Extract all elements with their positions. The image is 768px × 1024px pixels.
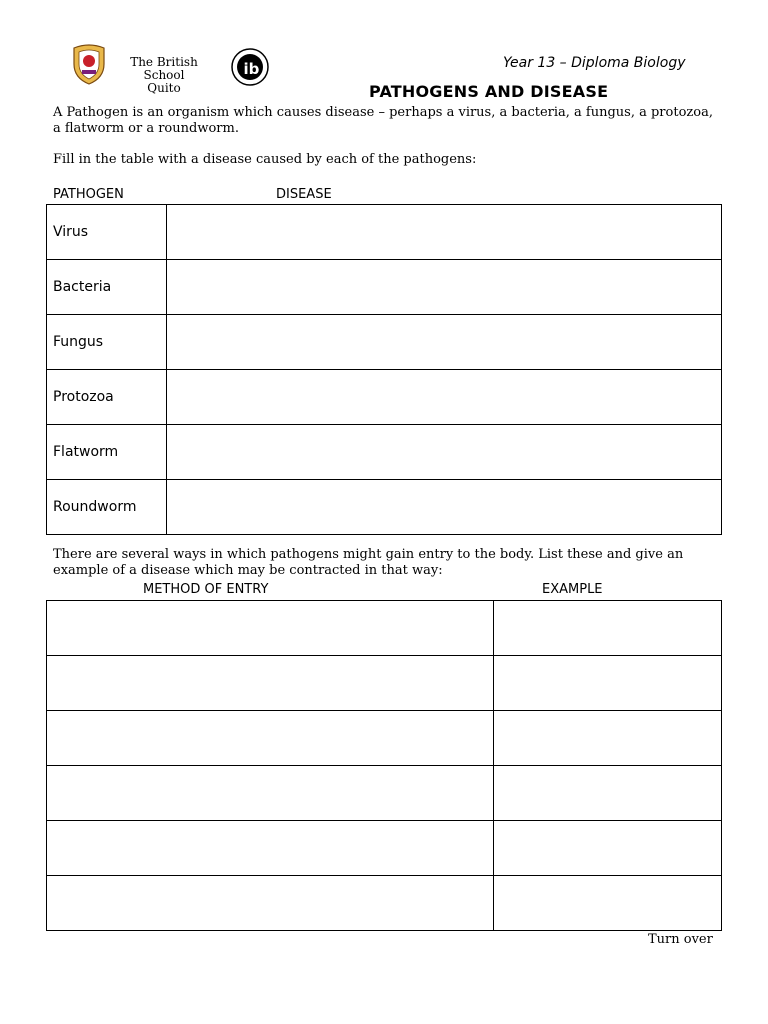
page-title: PATHOGENS AND DISEASE: [369, 82, 609, 101]
table-row: [47, 425, 722, 480]
turn-over-note: Turn over: [648, 932, 713, 947]
table-row: [47, 876, 722, 931]
example-answer-cell[interactable]: [494, 876, 722, 931]
intro-paragraph: A Pathogen is an organism which causes disease – perhaps a virus, a bacteria, a fungus, a protozoa, a flatworm or a roundworm.: [53, 105, 713, 136]
school-crest-logo: [70, 44, 108, 86]
svg-text:ib: ib: [243, 60, 260, 78]
table-row: [47, 711, 722, 766]
school-name-line1: The British School: [130, 55, 198, 82]
entry-paragraph: There are several ways in which pathogens might gain entry to the body. List these and give an example of a disease which may be contracted in that way:: [53, 547, 684, 578]
table-row: [47, 766, 722, 821]
pathogen-cell: Virus: [47, 205, 167, 260]
table-row: [47, 260, 722, 315]
example-answer-cell[interactable]: [494, 821, 722, 876]
table-row: [47, 205, 722, 260]
disease-answer-cell[interactable]: [167, 315, 722, 370]
method-answer-cell[interactable]: [47, 766, 494, 821]
table-row: [47, 370, 722, 425]
method-answer-cell[interactable]: [47, 711, 494, 766]
disease-answer-cell[interactable]: [167, 480, 722, 535]
disease-answer-cell[interactable]: [167, 205, 722, 260]
example-answer-cell[interactable]: [494, 601, 722, 656]
disease-answer-cell[interactable]: [167, 370, 722, 425]
course-label: Year 13 – Diploma Biology: [503, 55, 686, 71]
ib-world-school-logo: [228, 44, 274, 88]
pathogen-cell: Flatworm: [47, 425, 167, 480]
instruction-paragraph: Fill in the table with a disease caused by each of the pathogens:: [53, 152, 477, 167]
method-answer-cell[interactable]: [47, 656, 494, 711]
school-name: [114, 56, 214, 95]
table-row: [47, 821, 722, 876]
method-answer-cell[interactable]: [47, 601, 494, 656]
pathogen-cell: Bacteria: [47, 260, 167, 315]
table-row: [47, 480, 722, 535]
disease-answer-cell[interactable]: [167, 260, 722, 315]
entry-method-table: [46, 600, 722, 931]
method-answer-cell[interactable]: [47, 876, 494, 931]
example-answer-cell[interactable]: [494, 711, 722, 766]
pathogen-cell: Fungus: [47, 315, 167, 370]
disease-column-header: DISEASE: [276, 187, 332, 202]
pathogen-column-header: PATHOGEN: [53, 187, 124, 202]
disease-answer-cell[interactable]: [167, 425, 722, 480]
pathogen-cell: Protozoa: [47, 370, 167, 425]
method-answer-cell[interactable]: [47, 821, 494, 876]
table-row: [47, 315, 722, 370]
example-answer-cell[interactable]: [494, 766, 722, 821]
pathogen-cell: Roundworm: [47, 480, 167, 535]
school-name-line2: Quito: [147, 81, 181, 95]
pathogen-table: [46, 204, 722, 535]
method-column-header: METHOD OF ENTRY: [143, 582, 269, 597]
example-answer-cell[interactable]: [494, 656, 722, 711]
example-column-header: EXAMPLE: [542, 582, 603, 597]
table-row: [47, 656, 722, 711]
table-row: [47, 601, 722, 656]
